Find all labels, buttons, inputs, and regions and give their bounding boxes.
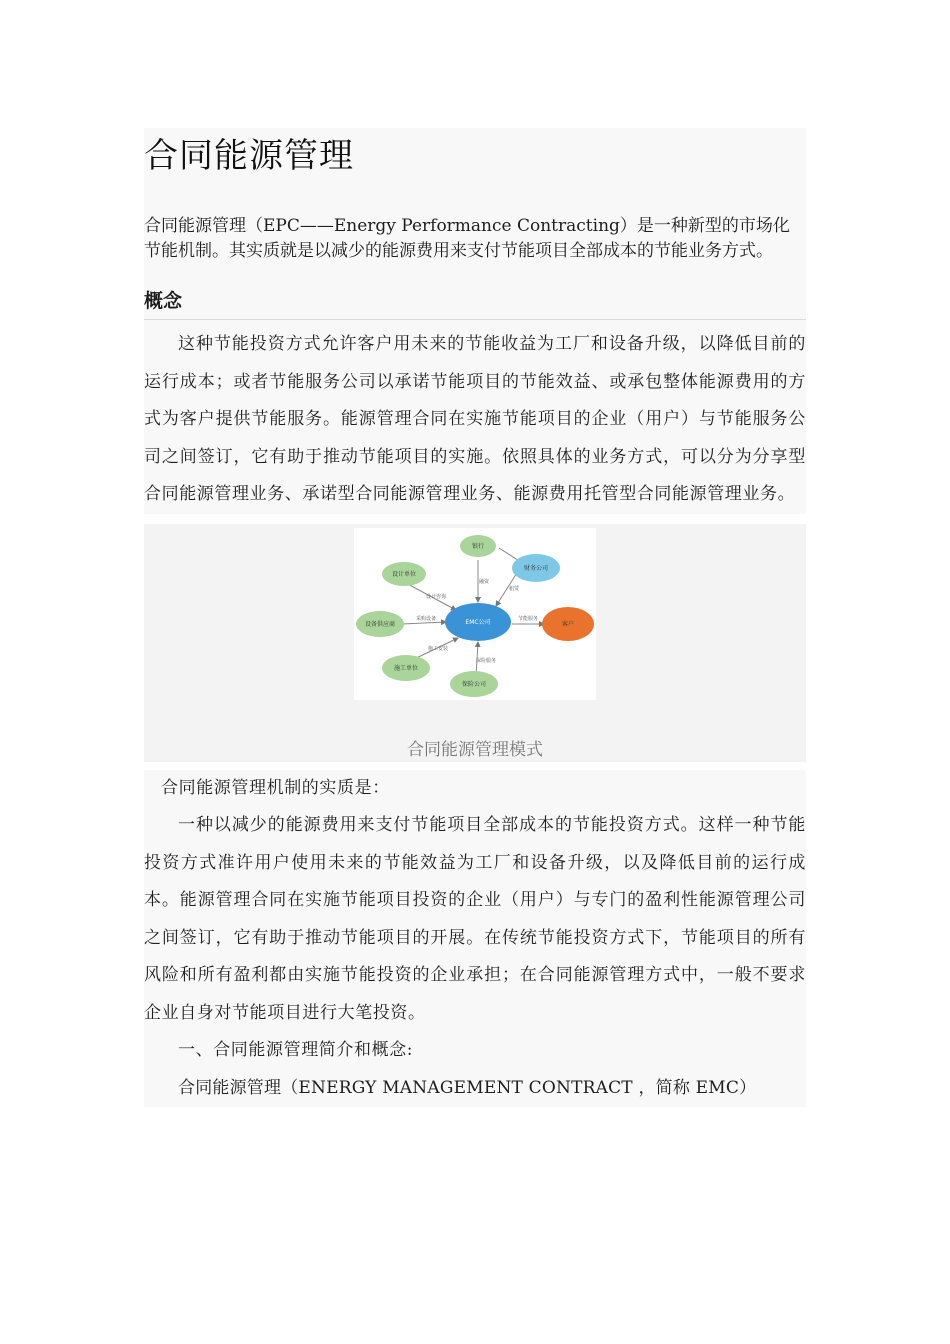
figure-caption: 合同能源管理模式 — [407, 739, 543, 760]
section2-item1-text: 合同能源管理（ENERGY MANAGEMENT CONTRACT ，简称 EMC） — [178, 1077, 757, 1098]
section-heading-concept: 概念 — [144, 272, 806, 320]
edge-label-bank: 融资 — [478, 578, 490, 585]
node-label-insurance: 保险公司 — [461, 680, 487, 688]
edge-label-insurance: 保险服务 — [475, 657, 497, 664]
edge-label-construction: 施工安装 — [427, 645, 449, 652]
node-label-center: EMC公司 — [465, 618, 491, 626]
section2-lead: 合同能源管理机制的实质是： — [161, 777, 390, 798]
node-label-construction: 施工单位 — [393, 664, 419, 672]
concept-paragraph: 这种节能投资方式允许客户用未来的节能收益为工厂和设备升级，以降低目前的运行成本；或者节能服务公司以承诺节能项目的节能效益、或承包整体能源费用的方式为客户提供节能服务。能源管理合同在实施节能项目的企业（用户）与节能服务公司之间签订，它有助于推动节能项目的实施。依照具体的业务方式，可以分为分享型合同能源管理业务、承诺型合同能源管理业务、能源费用托管型合同能源管理业务。 — [144, 334, 806, 504]
section2-band — [144, 770, 806, 1108]
page-title: 合同能源管理 — [144, 136, 354, 176]
node-label-design: 设计单位 — [391, 570, 417, 578]
section2-item1-heading: 一、合同能源管理简介和概念: — [178, 1040, 414, 1060]
edge-label-equipment: 采购设备 — [415, 615, 437, 622]
figure-block — [144, 524, 806, 762]
node-label-bank: 银行 — [471, 542, 485, 550]
emc-model-diagram — [354, 528, 596, 700]
edge-label-design: 设计咨询 — [425, 593, 447, 600]
edge-label-client: 节能服务 — [517, 615, 539, 622]
node-label-client: 客户 — [561, 620, 575, 628]
node-label-equipment: 设备供应商 — [364, 620, 396, 628]
section2-paragraph: 一种以减少的能源费用来支付节能项目全部成本的节能投资方式。这样一种节能投资方式准许用户使用未来的节能效益为工厂和设备升级，以及降低目前的运行成本。能源管理合同在实施节能项目投资的企业（用户）与专门的盈利性能源管理公司之间签订，它有助于推动节能项目的开展。在传统节能投资方式下，节能项目的所有风险和所有盈利都由实施节能投资的企业承担；在合同能源管理方式中，一般不要求企业自身对节能项目进行大笔投资。 — [144, 815, 806, 1023]
node-label-finance: 财务公司 — [523, 564, 549, 572]
document-page — [144, 128, 806, 1107]
header-band — [144, 128, 806, 514]
intro-paragraph: 合同能源管理（EPC——Energy Performance Contracting）是一种新型的市场化节能机制。其实质就是以减少的能源费用来支付节能项目全部成本的节能业务方式。 — [144, 216, 790, 261]
edge-label-finance: 租赁 — [508, 585, 520, 592]
